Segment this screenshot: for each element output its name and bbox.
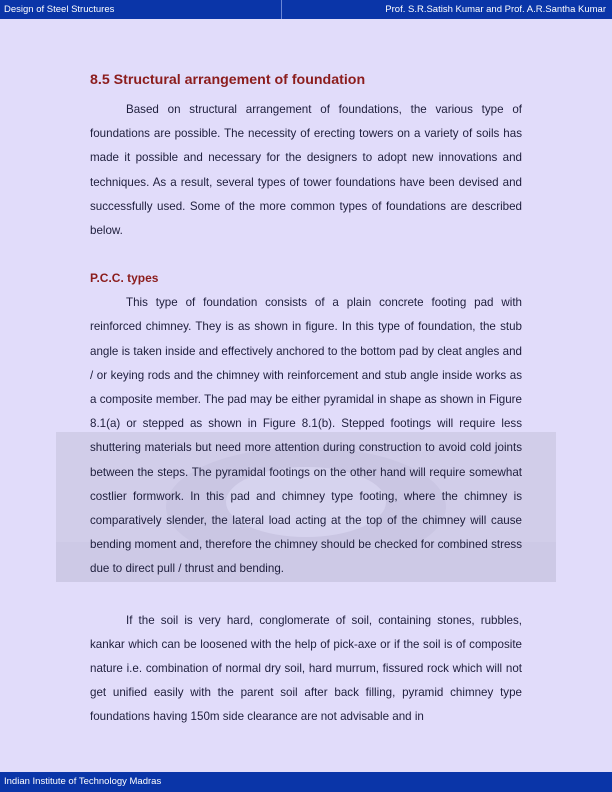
header-authors: Prof. S.R.Satish Kumar and Prof. A.R.Santha Kumar — [385, 4, 606, 15]
header-divider — [281, 0, 282, 19]
pcc-paragraph-2: If the soil is very hard, conglomerate of soil, containing stones, rubbles, kankar which can be loosened with the help of pick-axe or if the soil is of composite nature i.e. combination of normal dry soil, hard murrum, fissured rock which will not get unified easily with the parent soil after back filling, pyramid chimney type foundations having 150m side clearance are not advisable and in — [90, 613, 522, 724]
pcc-paragraph-1: This type of foundation consists of a plain concrete footing pad with reinforced chimney. They is as shown in figure. In this type of foundation, the stub angle is taken inside and effectively anchored to the bottom pad by cleat angles and / or keying rods and the chimney with reinforcement and stub angle inside works as a composite member. The pad may be either pyramidal in shape as shown in Figure 8.1(a) or stepped as shown in Figure 8.1(b). Stepped footings will require less shuttering materials but need more attention during construction to avoid cold joints between the steps. The pyramidal footings on the other hand will require somewhat costlier formwork. In this pad and chimney type footing, where the chimney is comparatively slender, the lateral load acting at the top of the chimney will cause bending moment and, therefore the chimney should be checked for combined stress due to direct pull / thrust and bending. — [90, 296, 522, 576]
intro-paragraph: Based on structural arrangement of foundations, the various type of foundations are possible. The necessity of erecting towers on a variety of soils has made it possible and necessary for the designers to adopt new innovations and techniques. As a result, several types of tower foundations have been devised and successfully used. Some of the more common types of foundations are described below. — [90, 103, 522, 238]
footer-institute: Indian Institute of Technology Madras — [4, 776, 162, 787]
page-content — [90, 70, 522, 730]
page-header — [0, 0, 612, 19]
subsection-heading-pcc: P.C.C. types — [90, 271, 159, 286]
header-course-title: Design of Steel Structures — [4, 4, 115, 15]
page-footer — [0, 772, 612, 792]
section-heading: 8.5 Structural arrangement of foundation — [90, 72, 366, 88]
